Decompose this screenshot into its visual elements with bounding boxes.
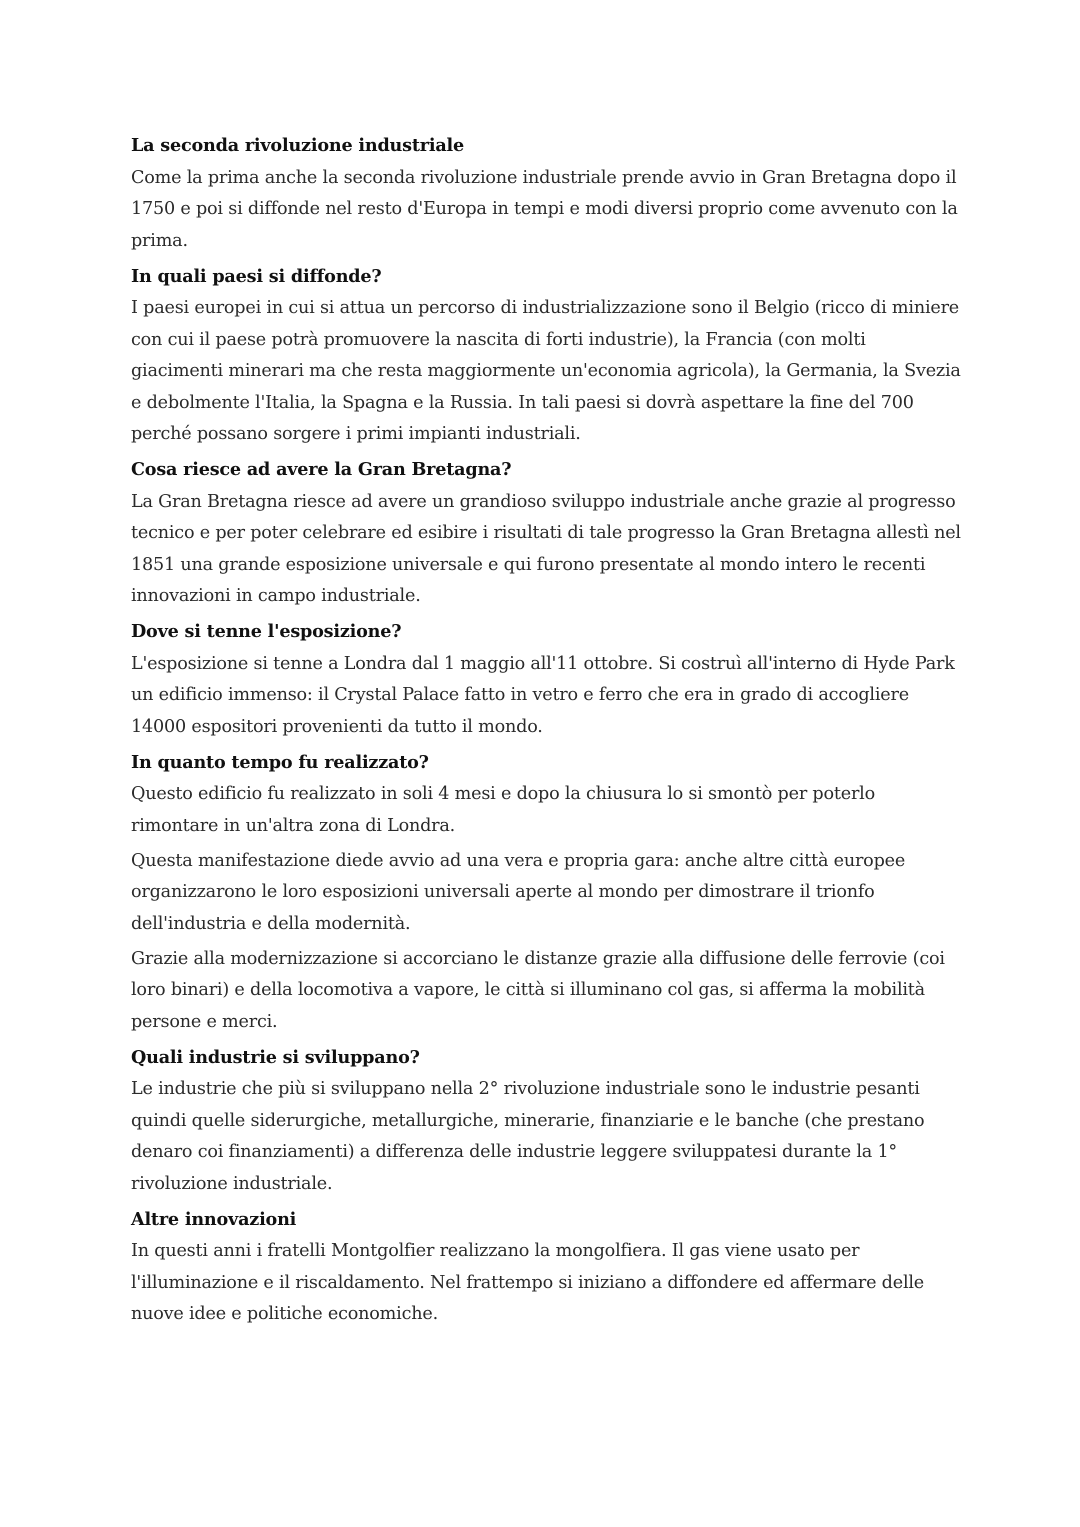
- section-heading: Altre innovazioni: [131, 1208, 297, 1230]
- section-heading: La seconda rivoluzione industriale: [131, 135, 464, 156]
- paragraph: Grazie alla modernizzazione si accorciano le distanze grazie alla diffusione delle ferrovie (coi loro binari) e della locomotiva a vapore, le città si illuminano col gas, si afferma la mobilità persone e merci.: [131, 948, 945, 1032]
- paragraph: I paesi europei in cui si attua un percorso di industrializzazione sono il Belgio (ricco di miniere con cui il paese potrà promuovere la nascita di forti industrie), la Francia (con molti giacimenti minerari ma che resta maggiormente un'economia agricola), la Germania, la Svezia e debolmente l'Italia, la Spagna e la Russia. In tali paesi si dovrà aspettare la fine del 700 perché possano sorgere i primi impianti industriali.: [131, 298, 961, 444]
- paragraph: L'esposizione si tenne a Londra dal 1 maggio all'11 ottobre. Si costruì all'interno di Hyde Park un edificio immenso: il Crystal Palace fatto in vetro e ferro che era in grado di accogliere 14000 espositori provenienti da tutto il mondo.: [131, 653, 955, 737]
- paragraph: Come la prima anche la seconda rivoluzione industriale prende avvio in Gran Bretagna dopo il 1750 e poi si diffonde nel resto d'Europa in tempi e modi diversi proprio come avvenuto con la prima.: [131, 167, 958, 251]
- paragraph: La Gran Bretagna riesce ad avere un grandioso sviluppo industriale anche grazie al progresso tecnico e per poter celebrare ed esibire i risultati di tale progresso la Gran Bretagna allestì nel 1851 una grande esposizione universale e qui furono presentate al mondo intero le recenti innovazioni in campo industriale.: [131, 491, 961, 606]
- section-heading: Cosa riesce ad avere la Gran Bretagna?: [131, 459, 512, 480]
- paragraph: In questi anni i fratelli Montgolfier realizzano la mongolfiera. Il gas viene usato per l'illuminazione e il riscaldamento. Nel frattempo si iniziano a diffondere ed affermare delle nuove idee e politiche economiche.: [131, 1241, 925, 1324]
- paragraph: Questo edificio fu realizzato in soli 4 mesi e dopo la chiusura lo si smontò per poterlo rimontare in un'altra zona di Londra.: [131, 784, 875, 836]
- section-heading: In quanto tempo fu realizzato?: [131, 751, 429, 773]
- section-heading: In quali paesi si diffonde?: [131, 265, 382, 287]
- paragraph: Questa manifestazione diede avvio ad una vera e propria gara: anche altre città europee organizzarono le loro esposizioni universali aperte al mondo per dimostrare il trionfo dell'industria e della modernità.: [131, 850, 906, 934]
- document-body: [131, 130, 961, 1334]
- section-heading: Quali industrie si sviluppano?: [131, 1046, 420, 1068]
- paragraph: Le industrie che più si sviluppano nella 2° rivoluzione industriale sono le industrie pesanti quindi quelle siderurgiche, metallurgiche, minerarie, finanziarie e le banche (che prestano denaro coi finanziamenti) a differenza delle industrie leggere sviluppatesi durante la 1° rivoluzione industriale.: [131, 1079, 925, 1194]
- section-heading: Dove si tenne l'esposizione?: [131, 621, 402, 642]
